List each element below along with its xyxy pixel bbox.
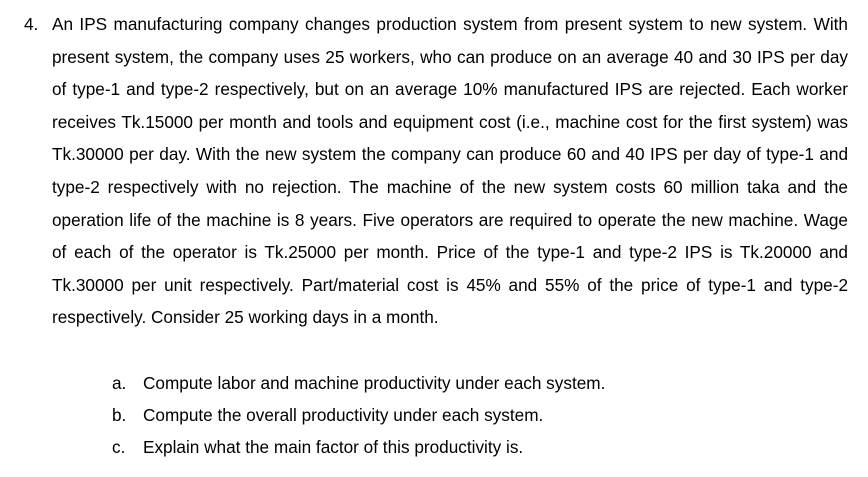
- sub-question-a: [112, 367, 832, 399]
- question-text: An IPS manufacturing company changes production system from present system to new system. With present system, the company uses 25 workers, who can produce on an average 40 and 30 IPS per day of type-1 and type-2 respectively, but on an average 10% manufactured IPS are rejected. Each worker receives Tk.15000 per month and tools and equipment cost (i.e., machine cost for the first system) was Tk.30000 per day. With the new system the company can produce 60 and 40 IPS per day of type-1 and type-2 respectively with no rejection. The machine of the new system costs 60 million taka and the operation life of the machine is 8 years. Five operators are required to operate the new machine. Wage of each of the operator is Tk.25000 per month. Price of the type-1 and type-2 IPS is Tk.20000 and Tk.30000 per unit respectively. Part/material cost is 45% and 55% of the price of type-1 and type-2 respectively. Consider 25 working days in a month.: [52, 14, 848, 328]
- sub-question-letter: c.: [112, 437, 126, 457]
- sub-question-c: [112, 431, 832, 463]
- sub-question-letter: a.: [112, 373, 127, 393]
- question-number: 4.: [24, 14, 39, 34]
- sub-question-text: Explain what the main factor of this productivity is.: [143, 437, 524, 457]
- sub-question-text: Compute labor and machine productivity under each system.: [143, 373, 606, 393]
- sub-question-list: [112, 367, 832, 463]
- sub-question-text: Compute the overall productivity under each system.: [143, 405, 544, 425]
- sub-question-b: [112, 399, 832, 431]
- question-row: [24, 8, 854, 334]
- question-4: [24, 8, 854, 334]
- sub-question-letter: b.: [112, 405, 127, 425]
